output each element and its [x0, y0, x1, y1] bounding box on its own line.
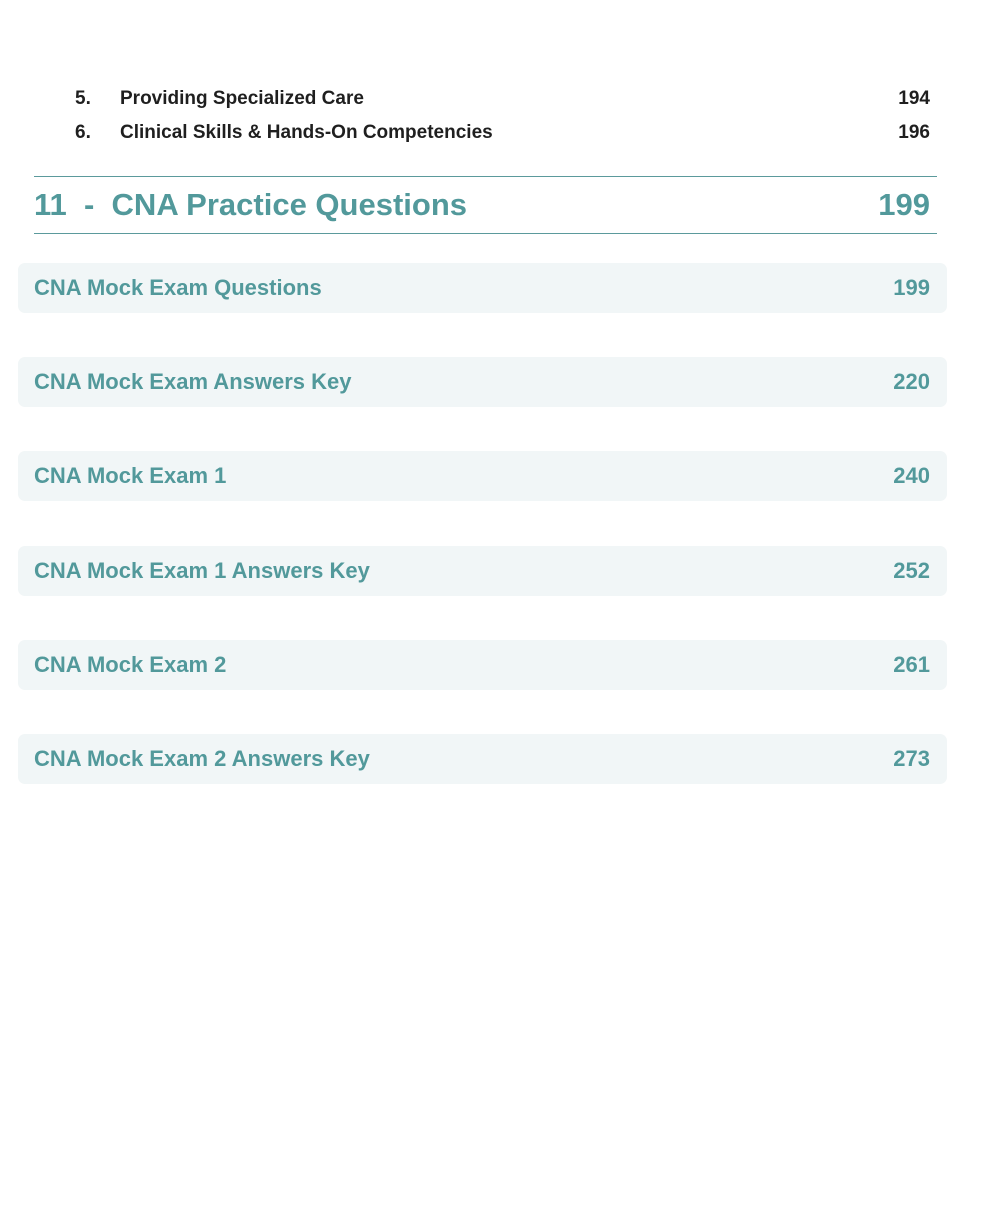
toc-section[interactable]	[18, 734, 947, 784]
toc-section-title: CNA Mock Exam 1 Answers Key	[34, 558, 370, 583]
chapter-title: 11 - CNA Practice Questions	[34, 187, 468, 222]
toc-section-title: CNA Mock Exam 2 Answers Key	[34, 746, 370, 771]
toc-section-page: 199	[893, 275, 930, 300]
toc-section-page: 240	[893, 463, 930, 488]
toc-section-page: 252	[893, 558, 930, 583]
toc-section[interactable]	[18, 357, 947, 407]
toc-subitem-page: 194	[898, 88, 930, 109]
toc-subitem-page: 196	[898, 122, 930, 143]
toc-section[interactable]	[18, 263, 947, 313]
toc-subitem[interactable]	[75, 87, 930, 111]
toc-subitem-number: 6.	[75, 122, 91, 143]
toc-section[interactable]	[18, 451, 947, 501]
toc-section[interactable]	[18, 640, 947, 690]
toc-subitem-title: Clinical Skills & Hands-On Competencies	[120, 122, 493, 143]
toc-subitem-title: Providing Specialized Care	[120, 88, 364, 109]
chapter-heading[interactable]	[34, 176, 937, 234]
toc-subitem[interactable]	[75, 121, 930, 145]
toc-section-title: CNA Mock Exam 2	[34, 652, 227, 677]
toc-section-page: 261	[893, 652, 930, 677]
toc-section-title: CNA Mock Exam 1	[34, 463, 227, 488]
toc-section-title: CNA Mock Exam Answers Key	[34, 369, 352, 394]
chapter-page: 199	[878, 187, 930, 222]
toc-subitem-number: 5.	[75, 88, 91, 109]
toc-section-page: 273	[893, 746, 930, 771]
toc-section[interactable]	[18, 546, 947, 596]
toc-section-title: CNA Mock Exam Questions	[34, 275, 322, 300]
toc-section-page: 220	[893, 369, 930, 394]
